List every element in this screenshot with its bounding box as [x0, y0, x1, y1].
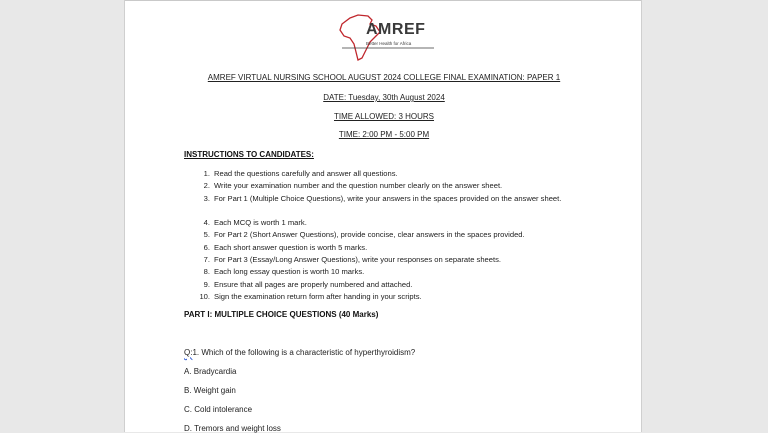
- instruction-text: Ensure that all pages are properly numbered and attached.: [214, 279, 413, 289]
- instruction-item: [196, 193, 596, 218]
- instruction-item: [196, 279, 596, 291]
- instructions-heading: INSTRUCTIONS TO CANDIDATES:: [184, 150, 314, 159]
- instruction-item: [196, 229, 596, 241]
- option-c: C. Cold intolerance: [184, 405, 253, 414]
- question-prefix: Q:: [184, 348, 193, 357]
- instruction-number: 7.: [203, 255, 210, 265]
- instruction-item: [196, 217, 596, 229]
- question-1: [184, 348, 415, 357]
- exam-date: DATE: Tuesday, 30th August 2024: [323, 93, 445, 102]
- logo-tagline: Better Health for Africa: [366, 41, 412, 46]
- instruction-number: 4.: [203, 218, 210, 228]
- instruction-number: 8.: [203, 267, 210, 277]
- instruction-item: [196, 254, 596, 266]
- instruction-number: 1.: [203, 169, 210, 178]
- part1-heading: PART I: MULTIPLE CHOICE QUESTIONS (40 Marks): [184, 310, 379, 319]
- instruction-text: For Part 2 (Short Answer Questions), provide concise, clear answers in the spaces provided.: [214, 230, 525, 240]
- instruction-number: 6.: [203, 242, 210, 252]
- option-b: B. Weight gain: [184, 386, 236, 395]
- instruction-item: [196, 242, 596, 254]
- instruction-number: 3.: [203, 193, 210, 203]
- instruction-item: [196, 180, 596, 192]
- instruction-item: [196, 291, 596, 303]
- instructions-list: [196, 168, 596, 303]
- instruction-text: For Part 3 (Essay/Long Answer Questions), write your responses on separate sheets.: [214, 255, 502, 265]
- option-a: A. Bradycardia: [184, 367, 237, 376]
- instruction-number: 10.: [199, 291, 210, 301]
- logo-name: AMREF: [366, 21, 426, 38]
- instruction-text: For Part 1 (Multiple Choice Questions), write your answers in the spaces provided on the answer sheet.: [214, 193, 562, 203]
- instruction-number: 5.: [203, 230, 210, 240]
- question-text: 1. Which of the following is a characteristic of hyperthyroidism?: [192, 348, 416, 357]
- instruction-text: Write your examination number and the question number clearly on the answer sheet.: [214, 181, 503, 191]
- time-allowed: TIME ALLOWED: 3 HOURS: [333, 112, 435, 121]
- instruction-text: Each short answer question is worth 5 marks.: [214, 242, 368, 252]
- instruction-number: 9.: [203, 279, 210, 289]
- instruction-text: Each long essay question is worth 10 marks.: [214, 267, 365, 277]
- option-d: D. Tremors and weight loss: [184, 424, 281, 433]
- instruction-text: Sign the examination return form after handing in your scripts.: [214, 291, 422, 301]
- exam-title: AMREF VIRTUAL NURSING SCHOOL AUGUST 2024 COLLEGE FINAL EXAMINATION: PAPER 1: [207, 73, 561, 82]
- instruction-item: [196, 266, 596, 278]
- exam-time: TIME: 2:00 PM - 5:00 PM: [338, 130, 430, 139]
- page-top-border: [125, 0, 641, 1]
- instruction-text: Read the questions carefully and answer all questions.: [214, 169, 398, 178]
- amref-logo: [336, 12, 436, 64]
- instruction-item: [196, 168, 596, 180]
- instruction-text: Each MCQ is worth 1 mark.: [214, 218, 307, 228]
- instruction-number: 2.: [203, 181, 210, 191]
